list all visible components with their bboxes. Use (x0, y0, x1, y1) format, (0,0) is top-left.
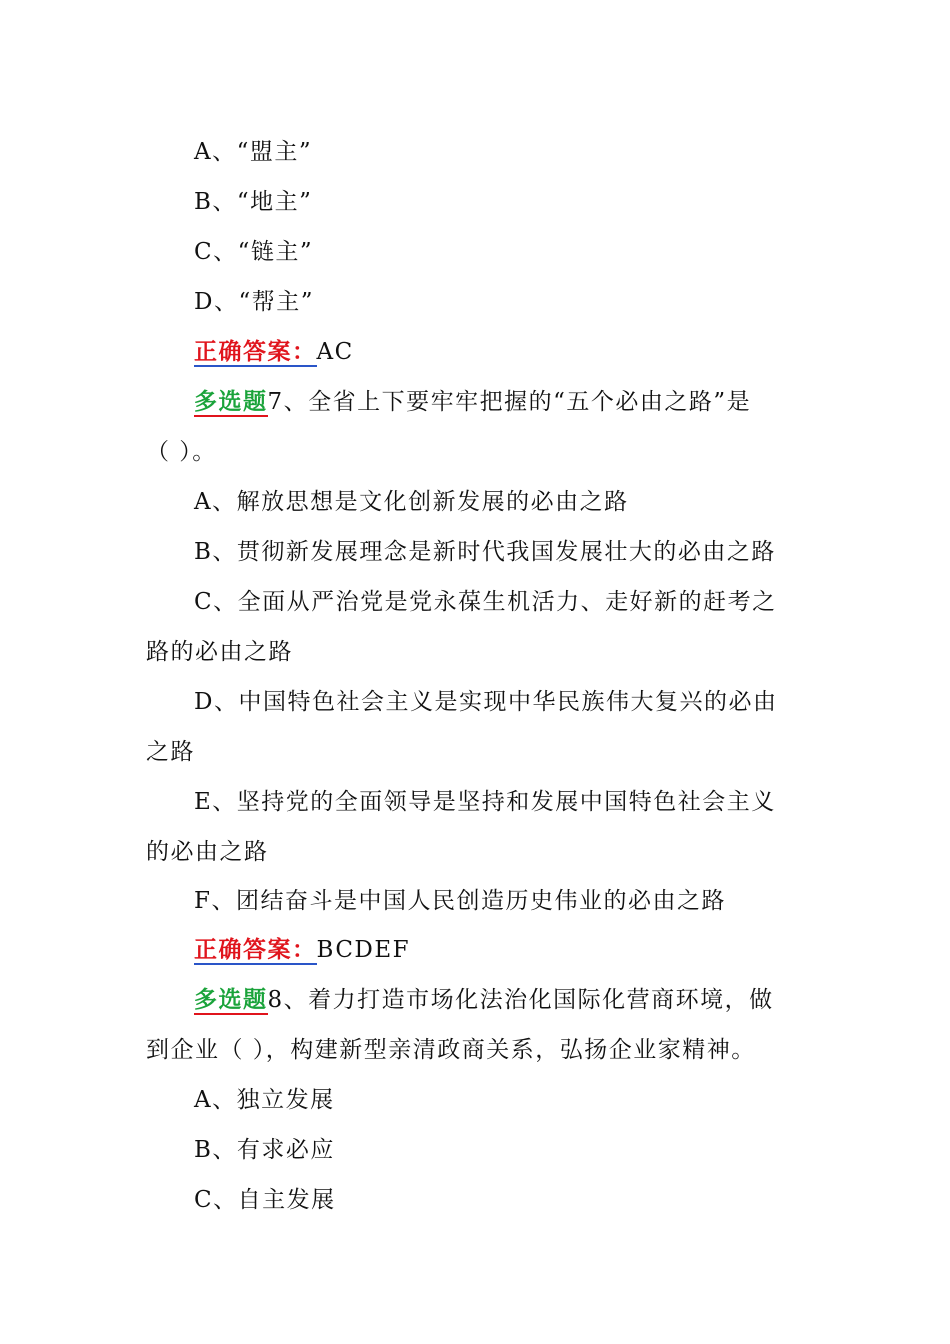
q7-type-label: 多选题 (194, 388, 268, 415)
q7-option-d-line1: D、中国特色社会主义是实现中华民族伟大复兴的必由 (194, 689, 778, 715)
q8-stem-line2: 到企业（ ），构建新型亲清政商关系，弘扬企业家精神。 (146, 1037, 756, 1063)
q7-stem-line2: （ ）。 (146, 439, 217, 465)
q6-answer-label: 正确答案： (194, 338, 317, 365)
q8-option-c: C、自主发展 (194, 1187, 336, 1213)
q6-option-d: D、“帮主” (194, 289, 314, 315)
q8-option-b: B、有求必应 (194, 1137, 335, 1163)
q8-type-label: 多选题 (194, 986, 268, 1013)
q7-option-e-line2: 的必由之路 (146, 839, 269, 865)
q6-option-c: C、“链主” (194, 239, 314, 265)
q7-option-e-line1: E、坚持党的全面领导是坚持和发展中国特色社会主义 (194, 789, 776, 815)
q7-answer-value: BCDEF (316, 937, 411, 963)
q6-answer-value: AC (316, 339, 354, 365)
q7-stem-line1 (194, 387, 854, 417)
q8-stem-text: 8、着力打造市场化法治化国际化营商环境，做 (267, 987, 774, 1013)
q6-answer-line (194, 337, 854, 367)
q7-answer-label: 正确答案： (194, 936, 317, 963)
q7-option-c-line1: C、全面从严治党是党永葆生机活力、走好新的赶考之 (194, 589, 777, 615)
q6-option-a: A、“盟主” (194, 139, 313, 165)
q6-option-b: B、“地主” (194, 189, 313, 215)
q8-stem-line1 (194, 985, 854, 1015)
q7-option-f: F、团结奋斗是中国人民创造历史伟业的必由之路 (194, 888, 726, 914)
q7-option-c-line2: 路的必由之路 (146, 639, 293, 665)
q7-option-a: A、解放思想是文化创新发展的必由之路 (194, 489, 629, 515)
q7-stem-text: 7、全省上下要牢牢把握的“五个必由之路”是 (267, 389, 752, 415)
q7-answer-line (194, 935, 854, 965)
q7-option-d-line2: 之路 (146, 739, 195, 765)
q8-option-a: A、独立发展 (194, 1087, 335, 1113)
q7-option-b: B、贯彻新发展理念是新时代我国发展壮大的必由之路 (194, 539, 776, 565)
